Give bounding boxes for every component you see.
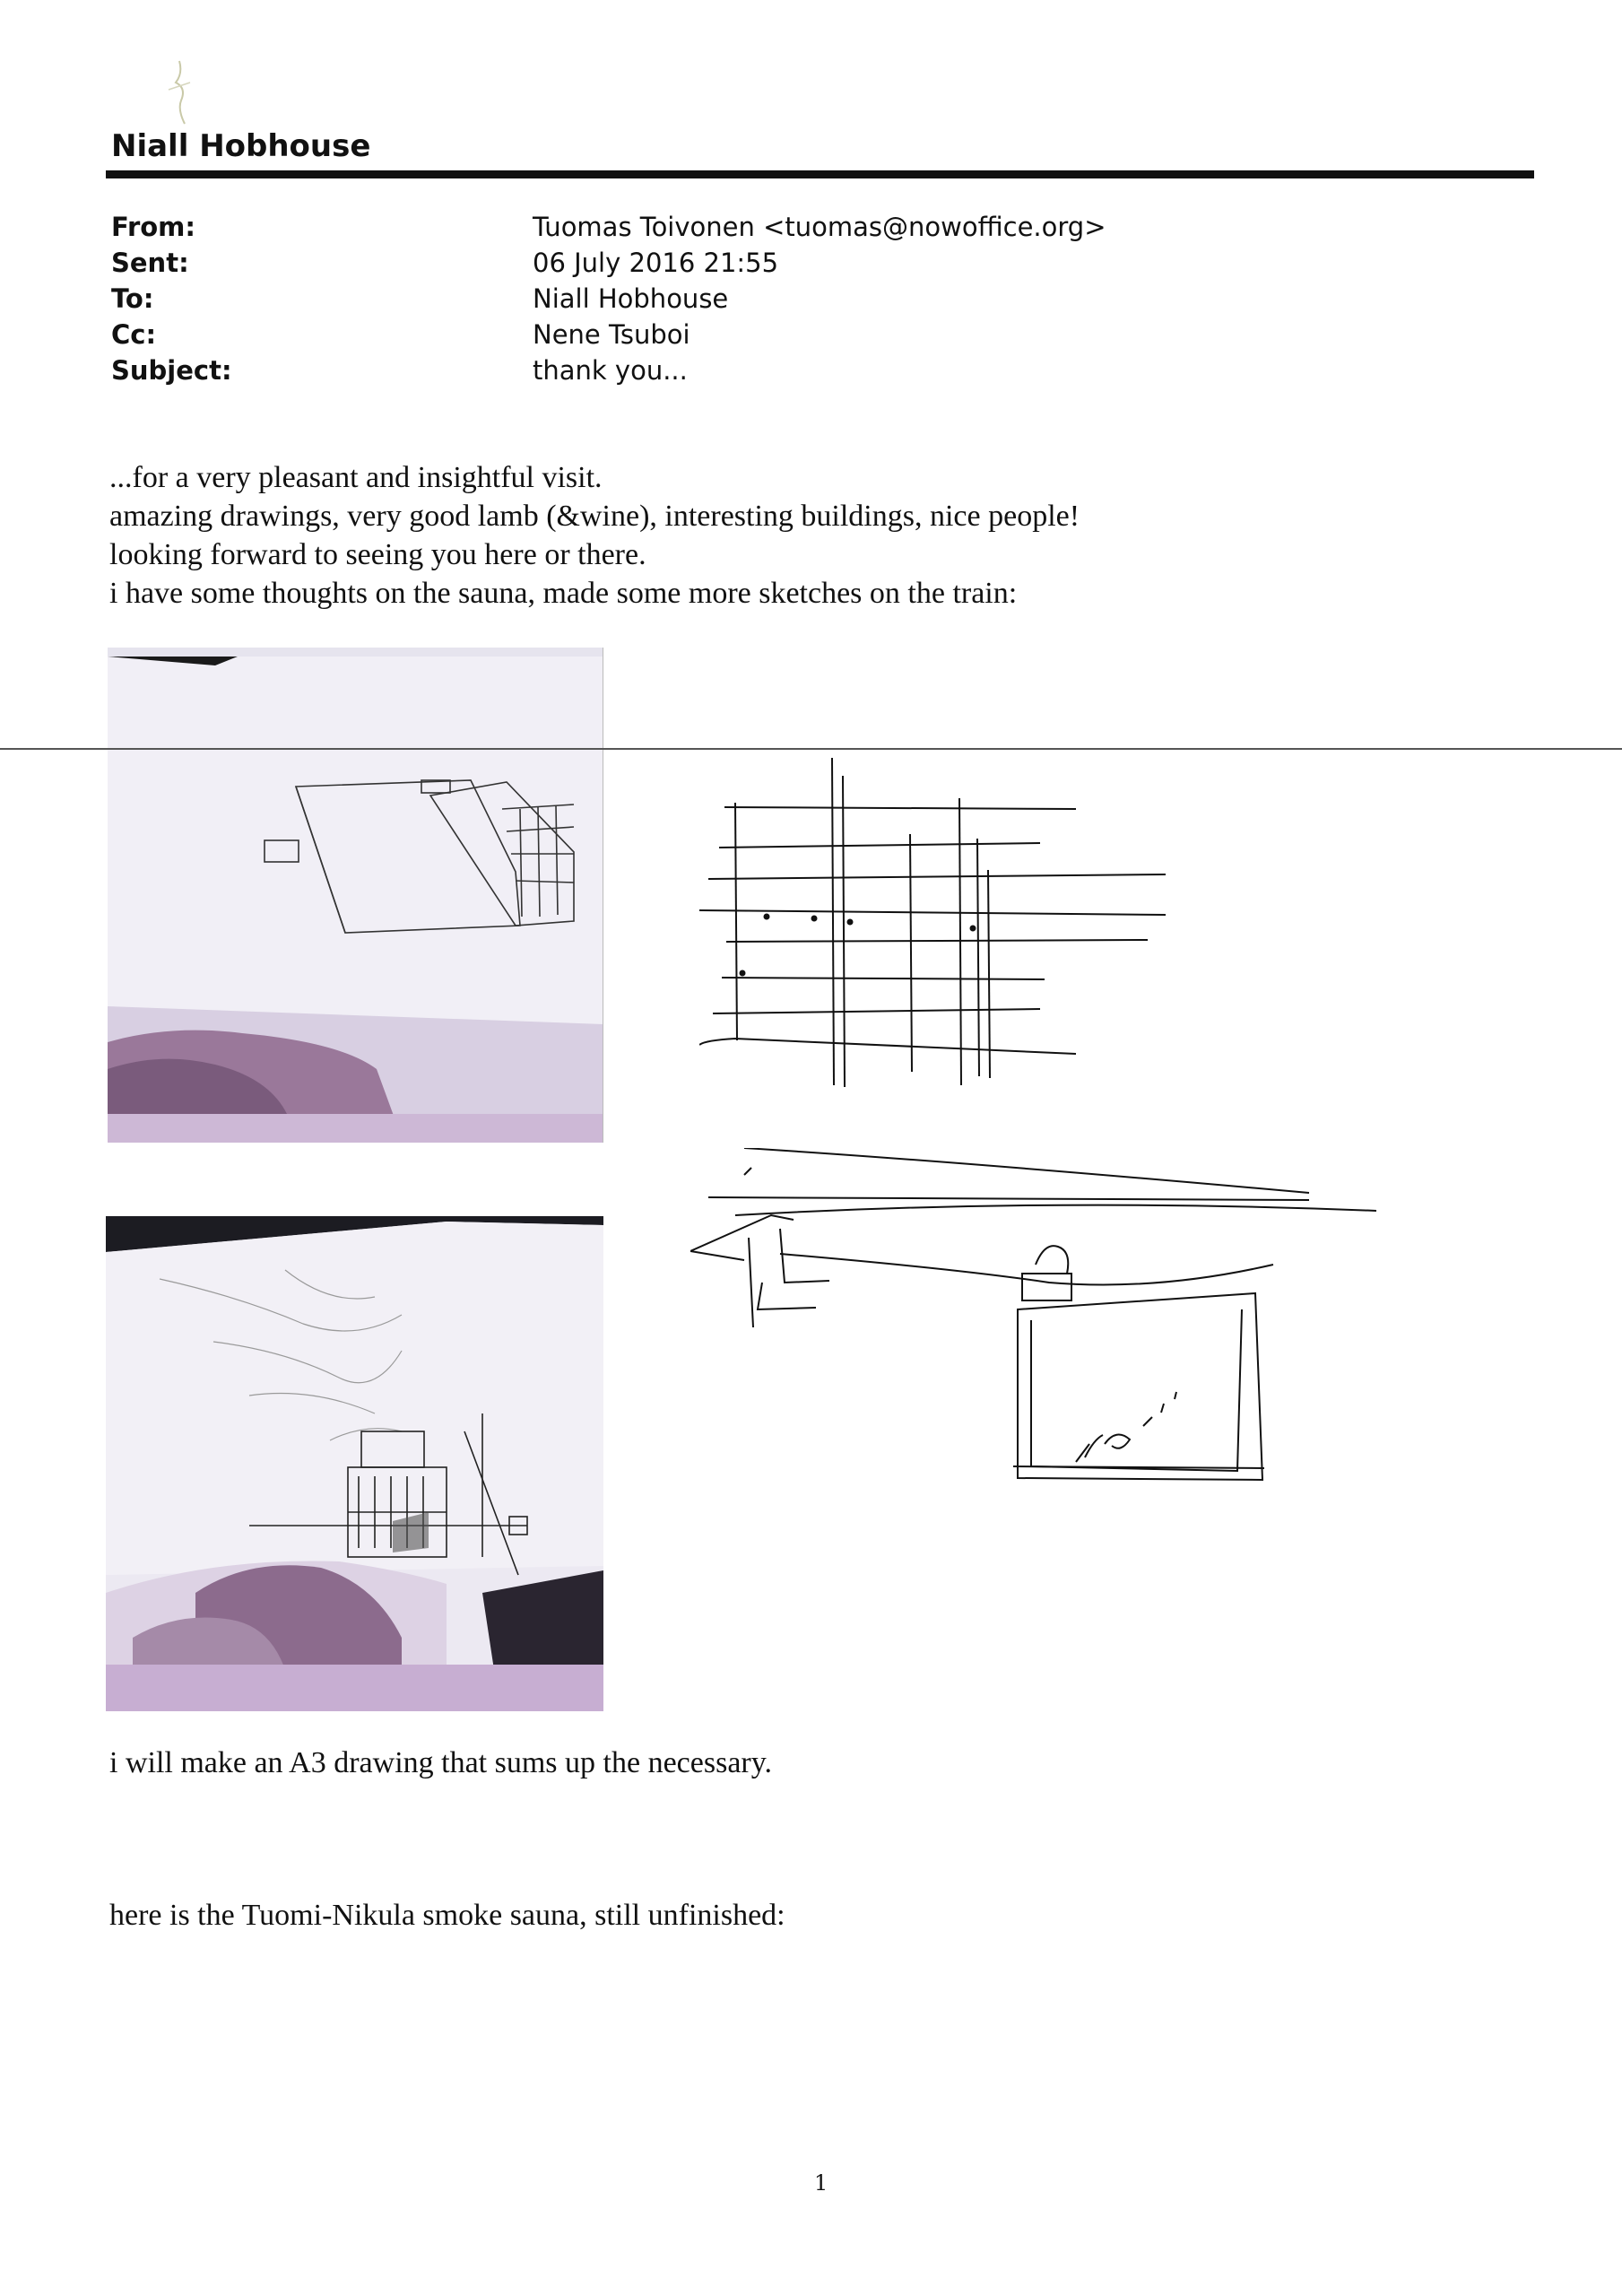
- sauna-section-sketch: [690, 1148, 1390, 1507]
- sketchbook-photo-house: [108, 648, 603, 1143]
- cc-value: Nene Tsuboi: [533, 319, 690, 350]
- subject-value: thank you...: [533, 355, 688, 386]
- sketchbook-photo-sauna: [106, 1216, 603, 1711]
- page-number: 1: [814, 2170, 828, 2196]
- mailbox-owner-name: Niall Hobhouse: [111, 128, 371, 164]
- sent-value: 06 July 2016 21:55: [533, 248, 779, 278]
- to-label: To:: [111, 283, 154, 314]
- body-line: looking forward to seeing you here or there.: [109, 538, 646, 571]
- from-label: From:: [111, 212, 195, 242]
- closing-text: here is the Tuomi-Nikula smoke sauna, still unfinished:: [109, 1899, 785, 1932]
- pen-mark-icon: [163, 56, 199, 127]
- after-images-text: i will make an A3 drawing that sums up the necessary.: [109, 1746, 773, 1779]
- body-line: i have some thoughts on the sauna, made some more sketches on the train:: [109, 577, 1018, 610]
- from-value: Tuomas Toivonen <tuomas@nowoffice.org>: [533, 212, 1106, 242]
- scan-artifact-line: [0, 748, 1622, 750]
- body-line: amazing drawings, very good lamb (&wine), interesting buildings, nice people!: [109, 500, 1080, 533]
- grid-sketch: [699, 753, 1175, 1094]
- to-value: Niall Hobhouse: [533, 283, 729, 314]
- header-rule: [106, 170, 1534, 178]
- cc-label: Cc:: [111, 319, 157, 350]
- subject-label: Subject:: [111, 355, 232, 386]
- body-line: ...for a very pleasant and insightful visit.: [109, 461, 603, 494]
- sent-label: Sent:: [111, 248, 189, 278]
